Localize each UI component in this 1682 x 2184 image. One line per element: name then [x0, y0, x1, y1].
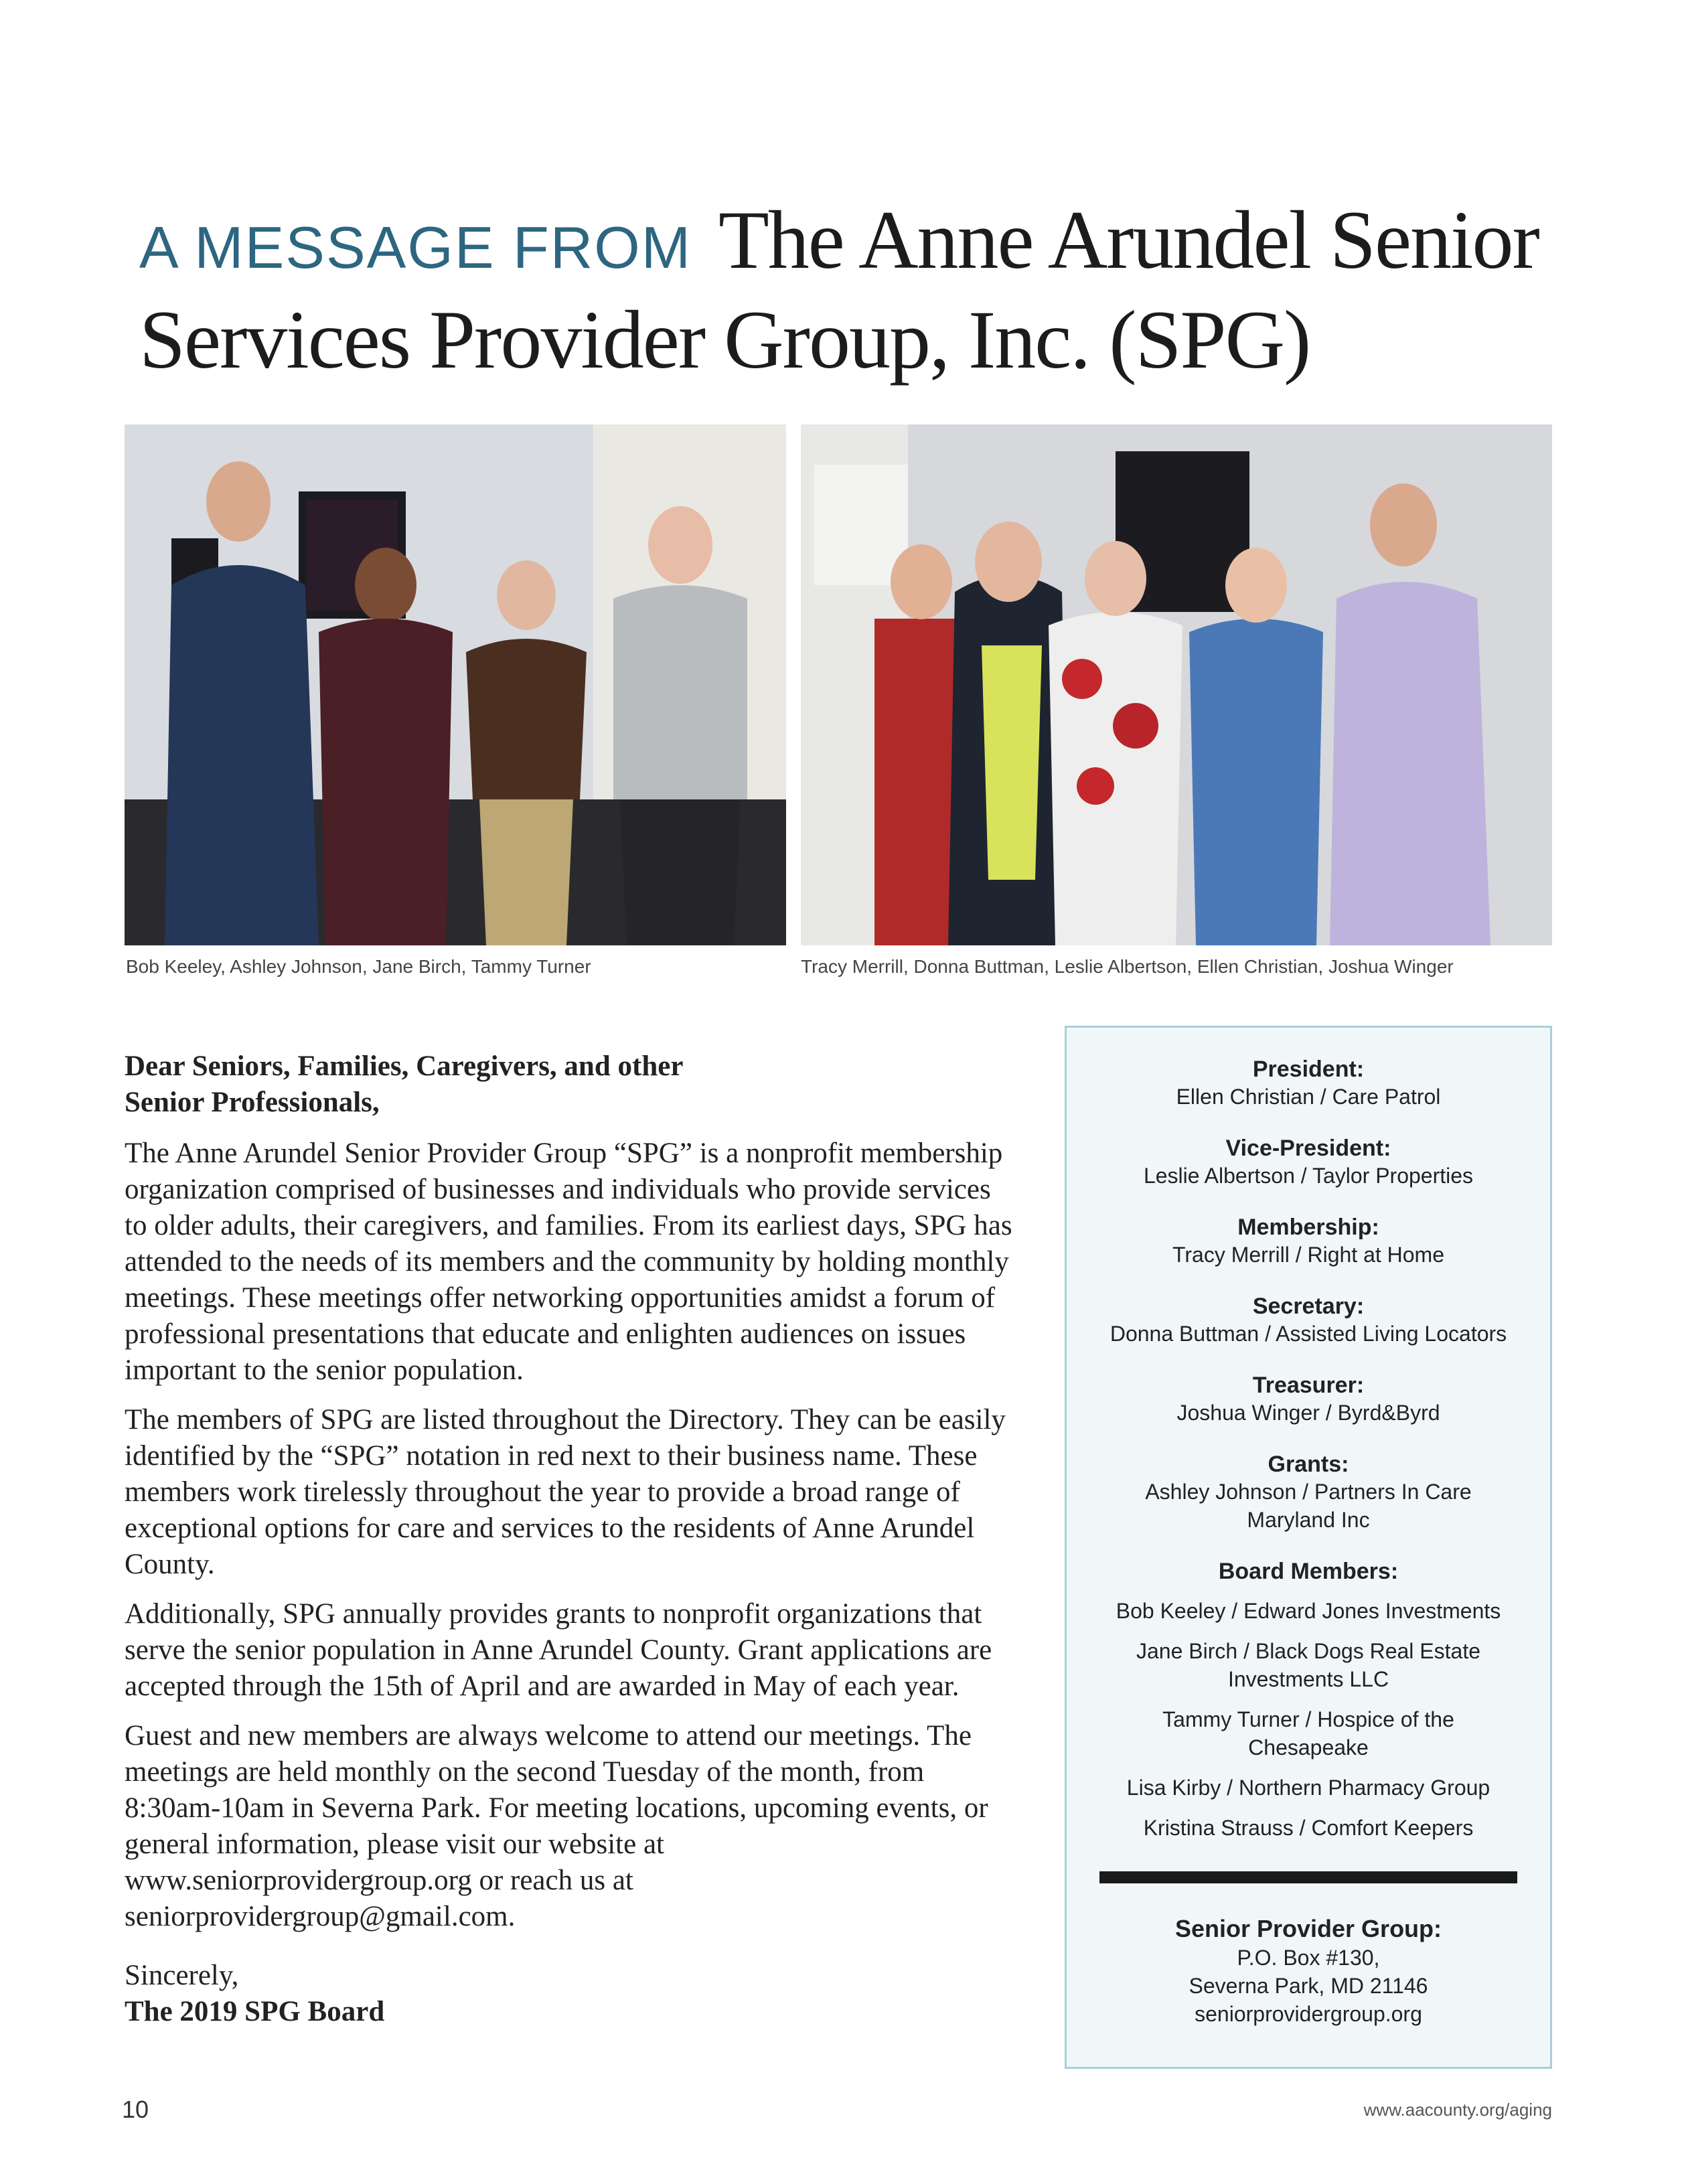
officer-role: Treasurer: — [1252, 1373, 1365, 1398]
photo-caption-left: Bob Keeley, Ashley Johnson, Jane Birch, Tammy Turner — [126, 956, 591, 977]
group-photo-right — [801, 424, 1552, 945]
salutation-line-2: Senior Professionals, — [125, 1087, 380, 1118]
board-member: Bob Keeley / Edward Jones Investments — [1116, 1599, 1501, 1623]
page-number: 10 — [122, 2096, 149, 2123]
officer-role: Secretary: — [1252, 1294, 1365, 1319]
board-member: Lisa Kirby / Northern Pharmacy Group — [1126, 1776, 1490, 1800]
officer-list — [1067, 1028, 1550, 1534]
letter-closing: Sincerely, — [125, 1960, 239, 1991]
officer-role: Vice-President: — [1225, 1136, 1391, 1161]
page-title — [139, 194, 1545, 386]
contact-city: Severna Park, MD 21146 — [1189, 1974, 1428, 1998]
officer-secretary — [1067, 1293, 1550, 1348]
contact-po-box: P.O. Box #130, — [1237, 1946, 1380, 1970]
footer-url: www.aacounty.org/aging — [1363, 2100, 1552, 2120]
officer-name: Ashley Johnson / Partners In Care Maryland Inc — [1145, 1480, 1472, 1532]
officer-grants — [1067, 1451, 1550, 1534]
officer-president — [1067, 1056, 1550, 1111]
title-kicker: A MESSAGE FROM — [139, 214, 692, 281]
letter-paragraph: Guest and new members are always welcome to attend our meetings. The meetings are held monthly on the second Tuesday of the month, from 8:30am-10am in Severna Park. For meeting locations, upcoming events, or general information, please visit our website at www.seniorprovidergroup.org or reach us at seniorprovidergroup@gmail.com. — [125, 1720, 988, 1932]
group-photo-left — [125, 424, 786, 945]
officer-membership — [1067, 1214, 1550, 1269]
photo-caption-right: Tracy Merrill, Donna Buttman, Leslie Albertson, Ellen Christian, Joshua Winger — [801, 956, 1454, 977]
officer-name: Joshua Winger / Byrd&Byrd — [1176, 1401, 1440, 1425]
officer-name: Donna Buttman / Assisted Living Locators — [1110, 1322, 1507, 1346]
letter-salutation — [125, 1048, 727, 1121]
officer-vice-president — [1067, 1135, 1550, 1190]
title-text-1: The Anne Arundel Senior — [718, 194, 1539, 286]
board-member: Tammy Turner / Hospice of the Chesapeake — [1162, 1707, 1454, 1760]
officer-role: Grants: — [1268, 1452, 1349, 1477]
sidebar-divider — [1099, 1871, 1517, 1883]
title-line-2: Services Provider Group, Inc. (SPG) — [139, 294, 1310, 386]
board-member: Kristina Strauss / Comfort Keepers — [1143, 1816, 1474, 1840]
officer-treasurer — [1067, 1372, 1550, 1427]
letter-signature: The 2019 SPG Board — [125, 1996, 385, 2027]
contact-heading: Senior Provider Group: — [1174, 1915, 1442, 1942]
letter-paragraph: The Anne Arundel Senior Provider Group “SPG” is a nonprofit membership organization comprised of businesses and individuals who provide services to older adults, their caregivers, and families. From its earliest days, SPG has attended to the needs of its members and the community by holding monthly meetings. These meetings offer networking opportunities amidst a forum of professional presentations that educate and enlighten audiences on issues important to the senior population. — [125, 1138, 1012, 1386]
contact-website: seniorprovidergroup.org — [1195, 2002, 1422, 2026]
letter-body — [125, 1048, 1015, 2030]
officer-name: Leslie Albertson / Taylor Properties — [1143, 1164, 1474, 1188]
letter-paragraph: Additionally, SPG annually provides grants to nonprofit organizations that serve the senior population in Anne Arundel County. Grant applications are accepted through the 15th of April and are awarded in May of each year. — [125, 1598, 992, 1702]
board-sidebar — [1065, 1026, 1552, 2069]
officer-role: President: — [1252, 1057, 1365, 1082]
officer-name: Tracy Merrill / Right at Home — [1172, 1243, 1444, 1267]
salutation-line-1: Dear Seniors, Families, Caregivers, and other — [125, 1050, 684, 1082]
board-member: Jane Birch / Black Dogs Real Estate Investments LLC — [1136, 1639, 1480, 1691]
officer-role: Membership: — [1237, 1215, 1379, 1240]
officer-name: Ellen Christian / Care Patrol — [1176, 1085, 1441, 1109]
letter-paragraph: The members of SPG are listed throughout the Directory. They can be easily identified by the “SPG” notation in red next to their business name. These members work tirelessly throughout the year to provide a broad range of exceptional options for care and services to the residents of Anne Arundel County. — [125, 1404, 1006, 1580]
title-line-1 — [139, 194, 1545, 294]
board-members-heading: Board Members: — [1218, 1559, 1399, 1584]
